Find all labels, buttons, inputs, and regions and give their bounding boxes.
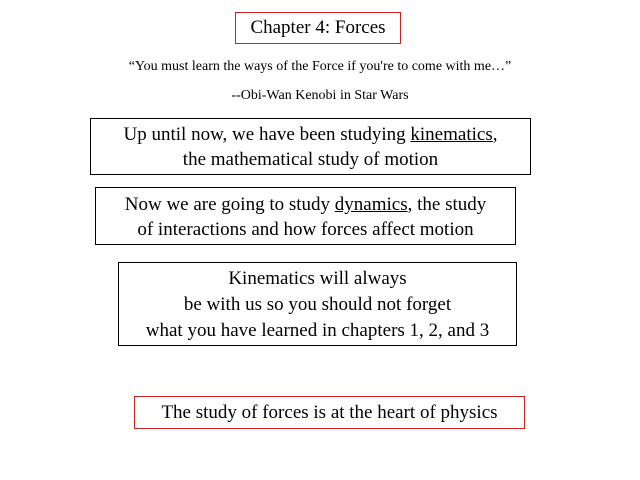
- remember-line-2: be with us so you should not forget: [183, 294, 452, 315]
- remember-line-1: Kinematics will always: [228, 268, 407, 289]
- kinematics-term: kinematics: [410, 124, 493, 145]
- quote-text: “You must learn the ways of the Force if you're to come with me…”: [128, 59, 512, 74]
- quote-attribution: --Obi-Wan Kenobi in Star Wars: [231, 88, 409, 103]
- kinematics-line-1: [91, 122, 530, 147]
- dynamics-line-1-end: , the study: [407, 194, 487, 215]
- dynamics-term: dynamics: [334, 194, 408, 215]
- dynamics-box: [95, 187, 516, 245]
- kinematics-line-1-end: ,: [492, 124, 498, 145]
- kinematics-line-2: the mathematical study of motion: [182, 149, 439, 170]
- chapter-title-box: [235, 12, 401, 44]
- heart-of-physics-text: The study of forces is at the heart of physics: [161, 402, 498, 423]
- remember-line-3: what you have learned in chapters 1, 2, and 3: [145, 320, 490, 341]
- heart-of-physics-box: [134, 396, 525, 429]
- dynamics-line-1: [96, 192, 515, 217]
- dynamics-line-1-start: Now we are going to study: [124, 194, 335, 215]
- kinematics-box: [90, 118, 531, 175]
- dynamics-line-2: of interactions and how forces affect motion: [137, 219, 474, 240]
- kinematics-line-1-start: Up until now, we have been studying: [123, 124, 411, 145]
- remember-kinematics-box: [118, 262, 517, 346]
- chapter-title: Chapter 4: Forces: [250, 17, 386, 38]
